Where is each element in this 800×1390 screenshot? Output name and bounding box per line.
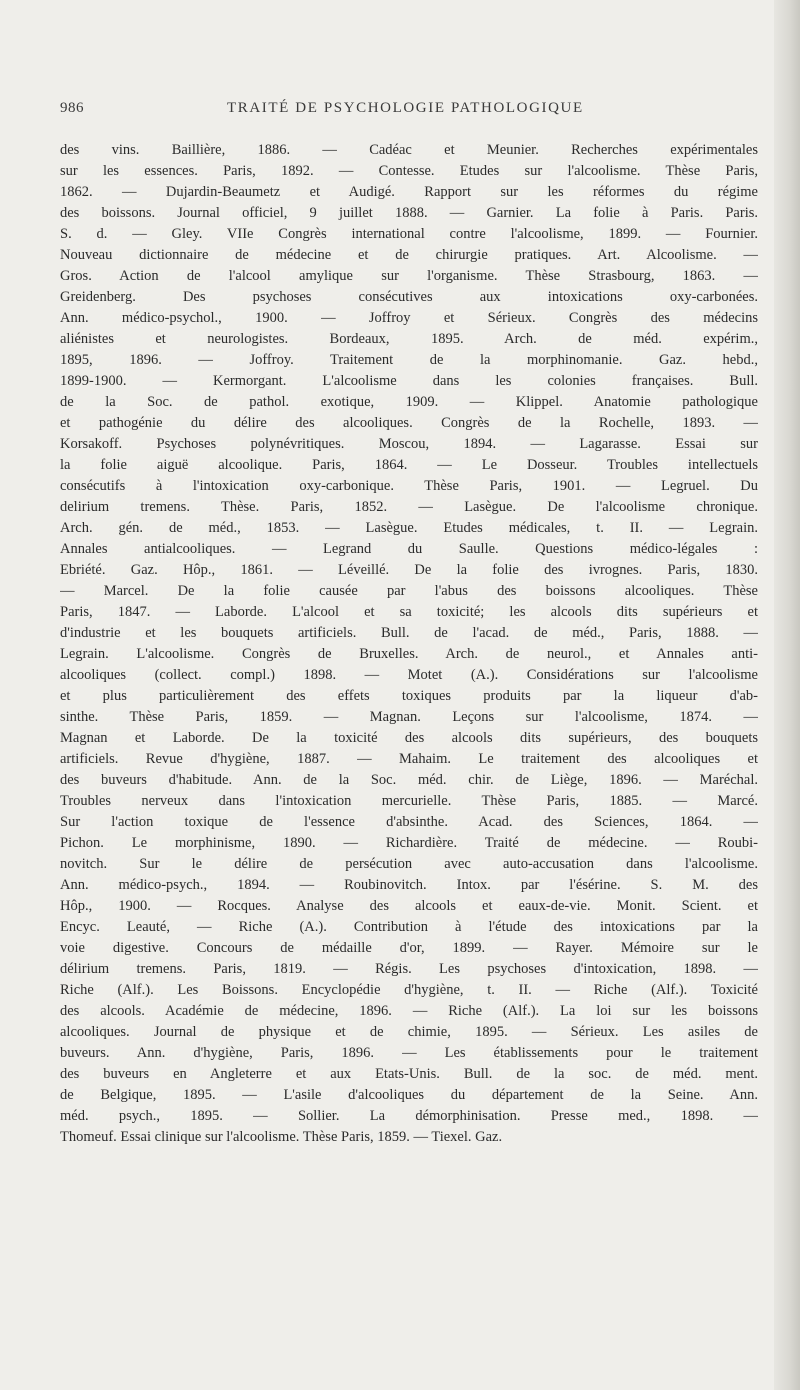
text-line: Arch. gén. de méd., 1853. — Lasègue. Etudes médicales, t. II. — Legrain. <box>60 520 758 536</box>
text-line: 1899-1900. — Kermorgant. L'alcoolisme dans les colonies françaises. Bull. <box>60 373 758 389</box>
page-header <box>60 100 760 126</box>
text-line: Encyc. Leauté, — Riche (A.). Contribution à l'étude des intoxications par la <box>60 919 758 935</box>
text-line: Thomeuf. Essai clinique sur l'alcoolisme. Thèse Paris, 1859. — Tiexel. Gaz. <box>60 1129 503 1145</box>
text-line: buveurs. Ann. d'hygiène, Paris, 1896. — Les établissements pour le traitement <box>60 1045 758 1061</box>
text-line: Ebriété. Gaz. Hôp., 1861. — Léveillé. De la folie des ivrognes. Paris, 1830. <box>60 562 758 578</box>
text-line: Sur l'action toxique de l'essence d'absinthe. Acad. des Sciences, 1864. — <box>60 814 758 830</box>
text-line: Nouveau dictionnaire de médecine et de chirurgie pratiques. Art. Alcoolisme. — <box>60 247 758 263</box>
text-line: Magnan et Laborde. De la toxicité des alcools dits supérieurs, des bouquets <box>60 730 758 746</box>
text-line: aliénistes et neurologistes. Bordeaux, 1895. Arch. de méd. expérim., <box>60 331 758 347</box>
text-line: novitch. Sur le délire de persécution avec auto-accusation dans l'alcoolisme. <box>60 856 758 872</box>
text-line: — Marcel. De la folie causée par l'abus des boissons alcooliques. Thèse <box>60 583 758 599</box>
text-line: sur les essences. Paris, 1892. — Contesse. Etudes sur l'alcoolisme. Thèse Paris, <box>60 163 758 179</box>
text-line: sinthe. Thèse Paris, 1859. — Magnan. Leçons sur l'alcoolisme, 1874. — <box>60 709 758 725</box>
text-line: et plus particulièrement des effets toxiques produits par la liqueur d'ab- <box>60 688 758 704</box>
text-line: artificiels. Revue d'hygiène, 1887. — Mahaim. Le traitement des alcooliques et <box>60 751 758 767</box>
text-line: Greidenberg. Des psychoses consécutives aux intoxications oxy-carbonées. <box>60 289 758 305</box>
text-line: d'industrie et les bouquets artificiels. Bull. de l'acad. de méd., Paris, 1888. — <box>60 625 758 641</box>
text-line: delirium tremens. Thèse. Paris, 1852. — Lasègue. De l'alcoolisme chronique. <box>60 499 758 515</box>
text-line: Paris, 1847. — Laborde. L'alcool et sa toxicité; les alcools dits supérieurs et <box>60 604 758 620</box>
text-line: la folie aiguë alcoolique. Paris, 1864. — Le Dosseur. Troubles intellectuels <box>60 457 758 473</box>
text-line: Ann. médico-psych., 1894. — Roubinovitch. Intox. par l'ésérine. S. M. des <box>60 877 758 893</box>
page-edge-shadow <box>774 0 800 1390</box>
text-line: délirium tremens. Paris, 1819. — Régis. Les psychoses d'intoxication, 1898. — <box>60 961 758 977</box>
text-line: S. d. — Gley. VIIe Congrès international contre l'alcoolisme, 1899. — Fournier. <box>60 226 758 242</box>
text-line: Riche (Alf.). Les Boissons. Encyclopédie d'hygiène, t. II. — Riche (Alf.). Toxicité <box>60 982 758 998</box>
bibliography-text <box>60 140 758 1148</box>
text-line: des vins. Baillière, 1886. — Cadéac et Meunier. Recherches expérimentales <box>60 142 758 158</box>
text-line: Ann. médico-psychol., 1900. — Joffroy et Sérieux. Congrès des médecins <box>60 310 758 326</box>
text-line: Annales antialcooliques. — Legrand du Saulle. Questions médico-légales : <box>60 541 758 557</box>
text-line: de la Soc. de pathol. exotique, 1909. — Klippel. Anatomie pathologique <box>60 394 758 410</box>
text-line: alcooliques (collect. compl.) 1898. — Motet (A.). Considérations sur l'alcoolisme <box>60 667 758 683</box>
text-line: des buveurs en Angleterre et aux Etats-Unis. Bull. de la soc. de méd. ment. <box>60 1066 758 1082</box>
text-line: Pichon. Le morphinisme, 1890. — Richardière. Traité de médecine. — Roubi- <box>60 835 758 851</box>
text-line: Troubles nerveux dans l'intoxication mercurielle. Thèse Paris, 1885. — Marcé. <box>60 793 758 809</box>
text-line: des buveurs d'habitude. Ann. de la Soc. méd. chir. de Liège, 1896. — Maréchal. <box>60 772 758 788</box>
text-line: méd. psych., 1895. — Sollier. La démorphinisation. Presse med., 1898. — <box>60 1108 758 1124</box>
running-title: TRAITÉ DE PSYCHOLOGIE PATHOLOGIQUE <box>227 100 584 116</box>
text-line: alcooliques. Journal de physique et de chimie, 1895. — Sérieux. Les asiles de <box>60 1024 758 1040</box>
page-number: 986 <box>60 100 84 116</box>
text-line: Hôp., 1900. — Rocques. Analyse des alcools et eaux-de-vie. Monit. Scient. et <box>60 898 758 914</box>
text-line: Gros. Action de l'alcool amylique sur l'organisme. Thèse Strasbourg, 1863. — <box>60 268 758 284</box>
text-line: Korsakoff. Psychoses polynévritiques. Moscou, 1894. — Lagarasse. Essai sur <box>60 436 758 452</box>
text-line: de Belgique, 1895. — L'asile d'alcooliques du département de la Seine. Ann. <box>60 1087 758 1103</box>
text-line: voie digestive. Concours de médaille d'or, 1899. — Rayer. Mémoire sur le <box>60 940 758 956</box>
text-line: consécutifs à l'intoxication oxy-carbonique. Thèse Paris, 1901. — Legruel. Du <box>60 478 758 494</box>
text-line: des alcools. Académie de médecine, 1896. — Riche (Alf.). La loi sur les boissons <box>60 1003 758 1019</box>
text-line: et pathogénie du délire des alcooliques. Congrès de la Rochelle, 1893. — <box>60 415 758 431</box>
text-line: des boissons. Journal officiel, 9 juillet 1888. — Garnier. La folie à Paris. Paris. <box>60 205 758 221</box>
text-line: Legrain. L'alcoolisme. Congrès de Bruxelles. Arch. de neurol., et Annales anti- <box>60 646 758 662</box>
text-line: 1862. — Dujardin-Beaumetz et Audigé. Rapport sur les réformes du régime <box>60 184 758 200</box>
text-line: 1895, 1896. — Joffroy. Traitement de la morphinomanie. Gaz. hebd., <box>60 352 758 368</box>
